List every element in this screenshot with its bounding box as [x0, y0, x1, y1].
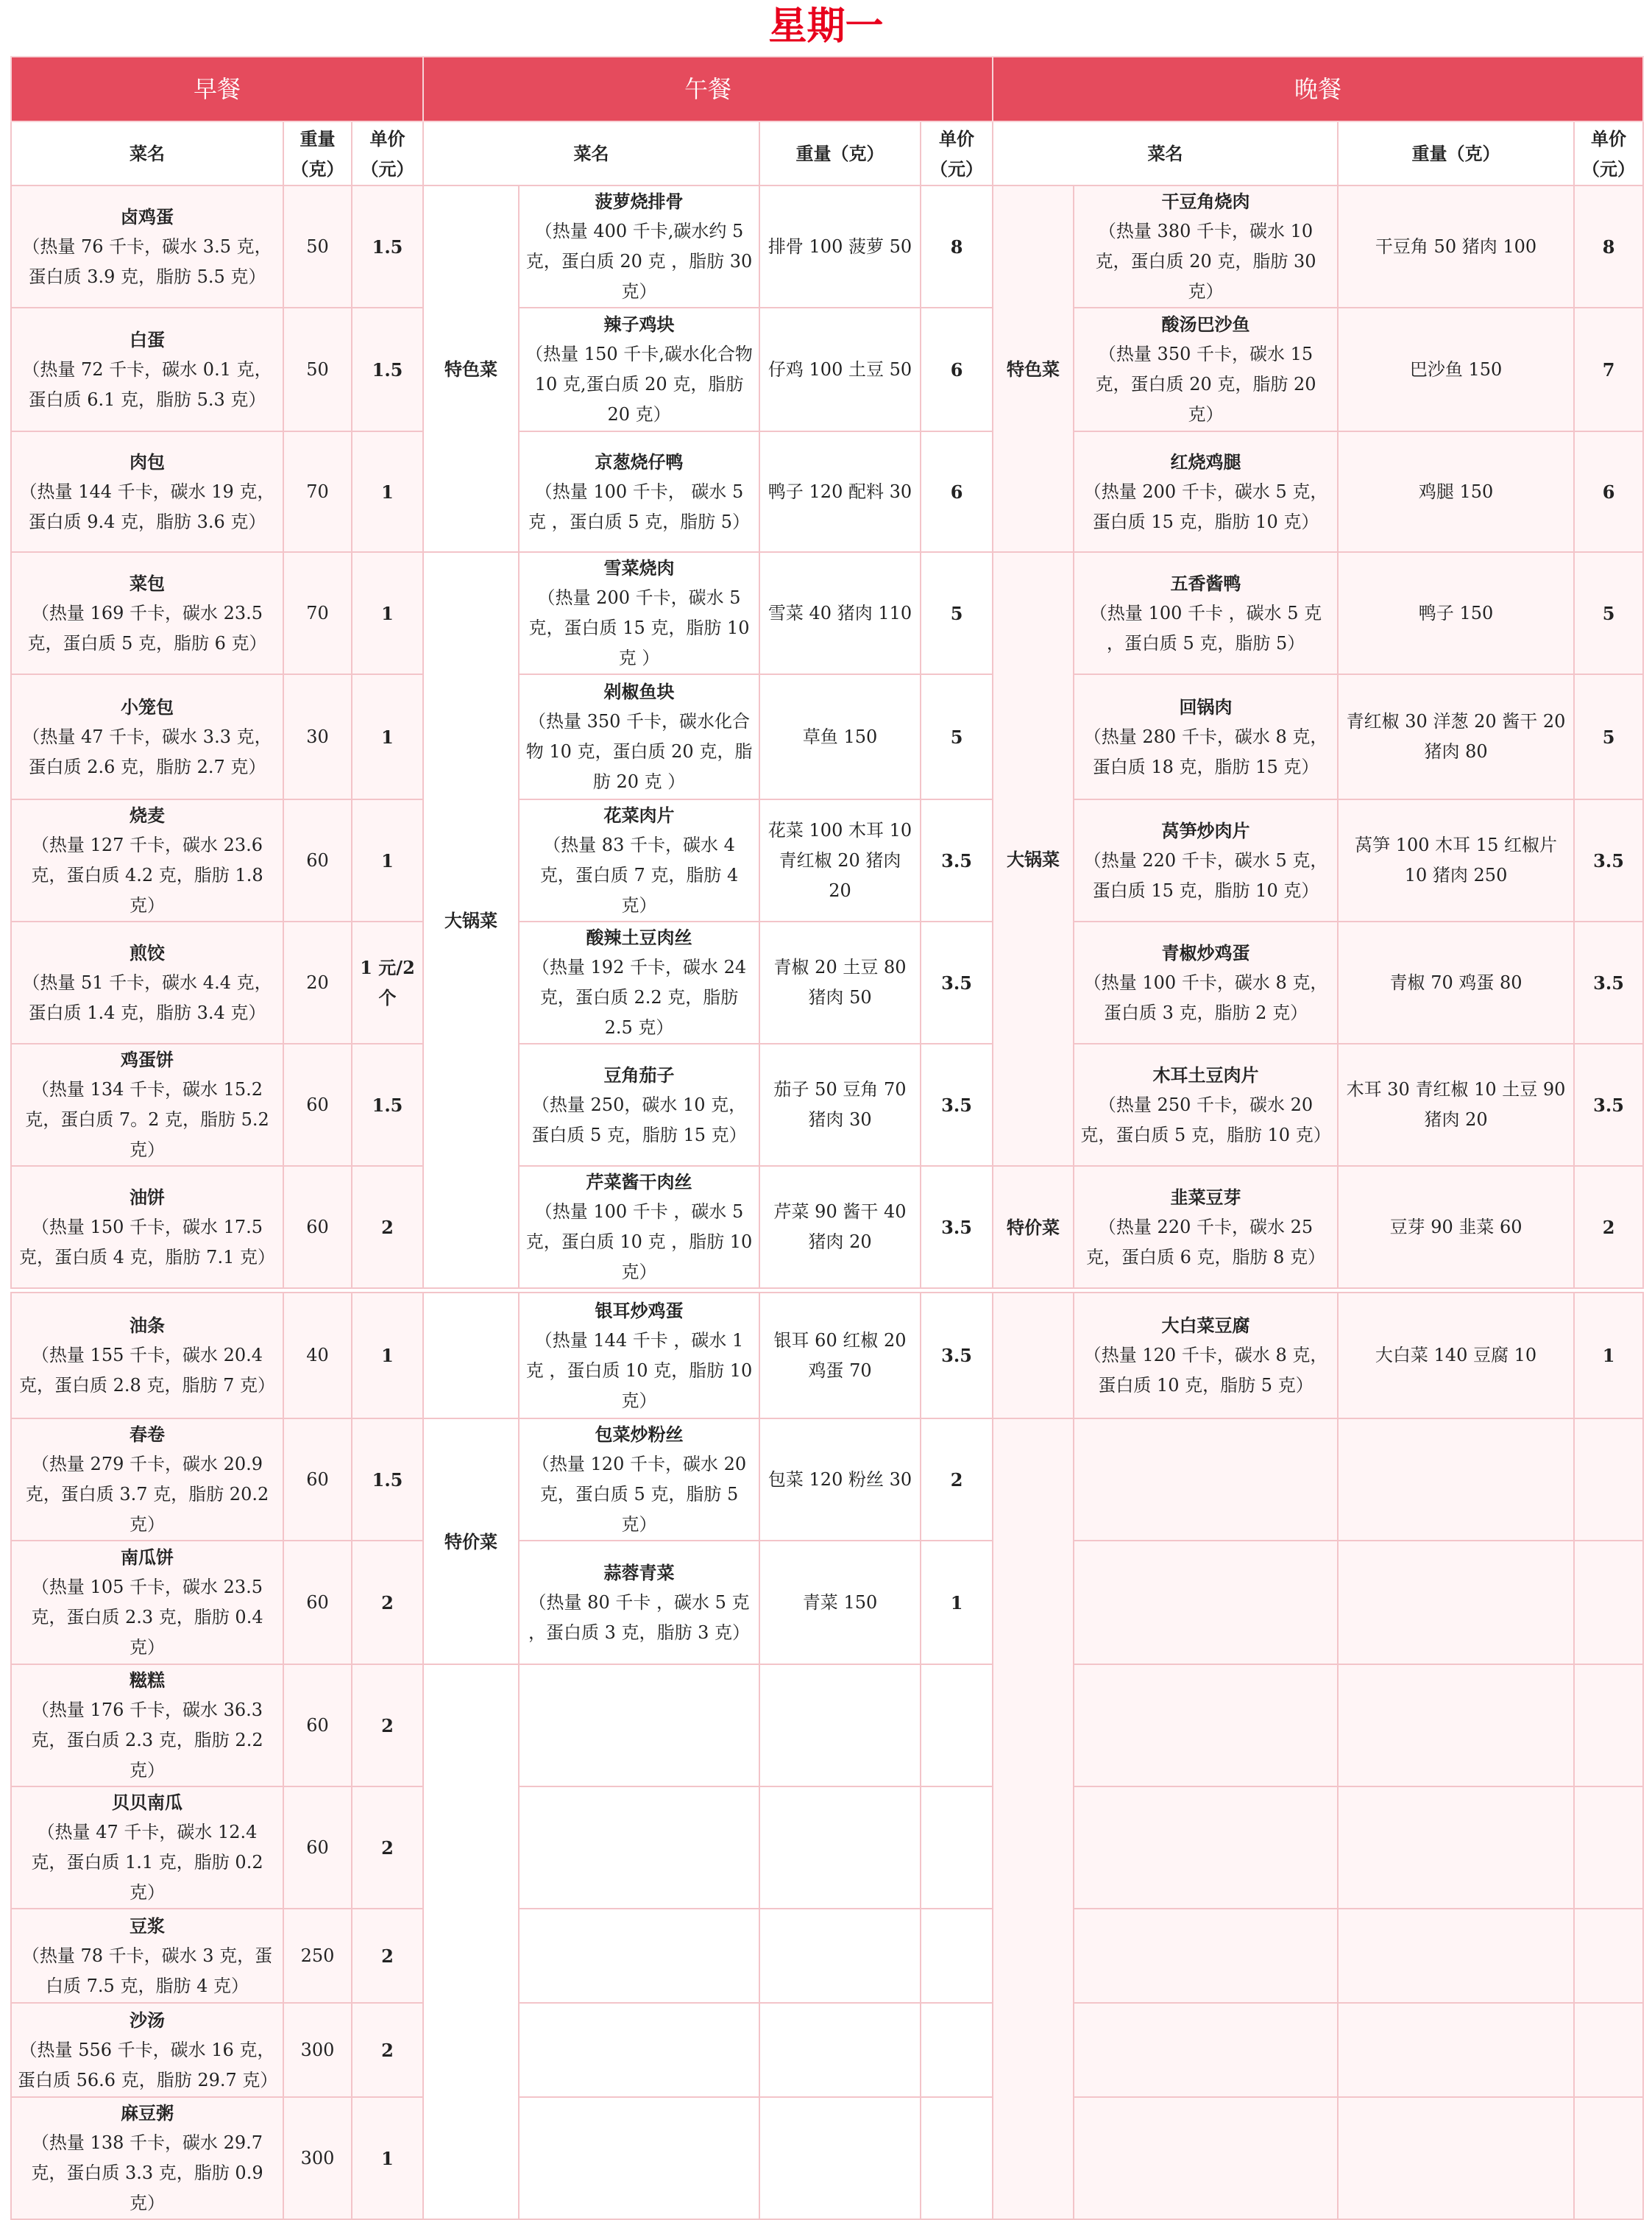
dish-nutrition: （热量 556 千卡，碳水 16 克，蛋白质 56.6 克，脂肪 29.7 克）	[18, 2039, 278, 2090]
dish-name: 辣子鸡块	[603, 314, 675, 335]
dinner-category-cell	[993, 1293, 1074, 1418]
dish-nutrition: （热量 80 千卡 ，碳水 5 克 ，蛋白质 3 克，脂肪 3 克）	[528, 1591, 751, 1643]
table-row	[11, 1044, 1643, 1166]
lunch-price-cell: 6	[921, 308, 993, 431]
table-row	[11, 1166, 1643, 1288]
dish-nutrition: （热量 144 千卡，碳水 19 克，蛋白质 9.4 克，脂肪 3.6 克）	[19, 481, 275, 532]
lunch-price-cell: 1	[921, 1541, 993, 1664]
lunch-weight-cell: 包菜 120 粉丝 30	[759, 1418, 921, 1541]
dinner-weight-cell: 莴笋 100 木耳 15 红椒片 10 猪肉 250	[1338, 799, 1574, 922]
lunch-empty-cell	[921, 1909, 993, 2003]
breakfast-price-cell: 1.5	[352, 1418, 423, 1541]
table-row	[11, 1786, 1643, 1909]
dinner-empty-cell	[1338, 1418, 1574, 1541]
dinner-price-cell: 3.5	[1574, 922, 1643, 1044]
dinner-dish-cell	[1074, 185, 1338, 308]
lunch-price-cell: 6	[921, 431, 993, 552]
lunch-category-cell	[423, 1664, 519, 2219]
dinner-empty-cell	[1338, 1909, 1574, 2003]
dish-nutrition: （热量 100 千卡，碳水 8 克，蛋白质 3 克，脂肪 2 克）	[1083, 972, 1328, 1023]
breakfast-dish-cell	[11, 1418, 283, 1541]
lunch-price-cell: 3.5	[921, 1166, 993, 1288]
breakfast-price-cell: 2	[352, 2003, 423, 2097]
lunch-dish-header: 菜名	[423, 121, 759, 185]
dish-nutrition: （热量 250 千卡，碳水 20 克，蛋白质 5 克，脂肪 10 克）	[1080, 1094, 1331, 1145]
lunch-dish-cell	[519, 674, 759, 799]
lunch-weight-header: 重量（克）	[759, 121, 921, 185]
dish-nutrition: （热量 400 千卡,碳水约 5 克，蛋白质 20 克 ，脂肪 30 克）	[525, 221, 753, 302]
dish-nutrition: （热量 176 千卡，碳水 36.3 克，蛋白质 2.3 克，脂肪 2.2 克）	[31, 1700, 263, 1781]
lunch-weight-cell: 花菜 100 木耳 10 青红椒 20 猪肉 20	[759, 799, 921, 922]
dish-nutrition: （热量 127 千卡，碳水 23.6 克，蛋白质 4.2 克，脂肪 1.8 克）	[31, 835, 263, 916]
breakfast-weight-cell: 60	[283, 1166, 352, 1288]
breakfast-dish-cell	[11, 185, 283, 308]
dish-nutrition: （热量 169 千卡，碳水 23.5 克，蛋白质 5 克，脂肪 6 克）	[27, 602, 267, 654]
dinner-empty-cell	[1574, 1541, 1643, 1664]
dinner-category-cell: 大锅菜	[993, 552, 1074, 1166]
dish-nutrition: （热量 200 千卡，碳水 5 克，蛋白质 15 克，脂肪 10 克 ）	[528, 587, 750, 668]
dish-name: 菜包	[130, 572, 165, 594]
breakfast-dish-cell	[11, 2097, 283, 2219]
breakfast-dish-cell	[11, 1541, 283, 1664]
dish-name: 雪菜烧肉	[603, 557, 675, 579]
breakfast-price-cell: 2	[352, 1664, 423, 1786]
dinner-header: 晚餐	[993, 57, 1643, 121]
dish-name: 肉包	[130, 450, 165, 473]
dinner-price-cell: 2	[1574, 1166, 1643, 1288]
dish-nutrition: （热量 144 千卡 ，碳水 1 克 ，蛋白质 10 克，脂肪 10 克）	[525, 1329, 753, 1411]
dish-name: 剁椒鱼块	[603, 681, 675, 702]
dish-name: 大白菜豆腐	[1161, 1315, 1250, 1336]
lunch-dish-cell	[519, 922, 759, 1044]
breakfast-dish-cell	[11, 922, 283, 1044]
dinner-dish-cell	[1074, 1044, 1338, 1166]
lunch-header: 午餐	[423, 57, 993, 121]
dish-nutrition: （热量 200 千卡，碳水 5 克，蛋白质 15 克，脂肪 10 克）	[1083, 481, 1328, 532]
dinner-dish-cell	[1074, 552, 1338, 674]
dish-name: 春卷	[130, 1424, 165, 1445]
dish-nutrition: （热量 120 千卡，碳水 20 克，蛋白质 5 克，脂肪 5 克）	[531, 1454, 747, 1535]
table-row	[11, 185, 1643, 308]
dinner-price-cell: 3.5	[1574, 1044, 1643, 1166]
dinner-price-cell: 6	[1574, 431, 1643, 552]
dinner-dish-header: 菜名	[993, 121, 1338, 185]
dish-name: 白蛋	[130, 328, 165, 350]
lunch-weight-cell: 雪菜 40 猪肉 110	[759, 552, 921, 674]
dinner-weight-cell: 木耳 30 青红椒 10 土豆 90 猪肉 20	[1338, 1044, 1574, 1166]
dish-nutrition: （热量 105 千卡，碳水 23.5 克，蛋白质 2.3 克，脂肪 0.4 克）	[31, 1577, 263, 1658]
lunch-empty-cell	[759, 2003, 921, 2097]
dish-name: 银耳炒鸡蛋	[595, 1299, 684, 1321]
dish-name: 干豆角烧肉	[1161, 191, 1250, 212]
lunch-empty-cell	[519, 1909, 759, 2003]
lunch-empty-cell	[519, 2003, 759, 2097]
lunch-empty-cell	[921, 1786, 993, 1909]
dinner-empty-cell	[1574, 2003, 1643, 2097]
lunch-dish-cell	[519, 308, 759, 431]
dish-nutrition: （热量 280 千卡，碳水 8 克，蛋白质 18 克，脂肪 15 克）	[1083, 726, 1328, 777]
breakfast-dish-cell	[11, 799, 283, 922]
breakfast-price-header: 单价（元）	[352, 121, 423, 185]
table-row	[11, 552, 1643, 674]
dish-name: 鸡蛋饼	[121, 1049, 174, 1070]
dish-nutrition: （热量 250，碳水 10 克，蛋白质 5 克，脂肪 15 克）	[531, 1094, 747, 1145]
dinner-empty-cell	[1074, 2097, 1338, 2219]
dinner-empty-cell	[1074, 1418, 1338, 1541]
dinner-empty-cell	[1074, 1664, 1338, 1786]
breakfast-dish-cell	[11, 1044, 283, 1166]
lunch-price-cell: 3.5	[921, 799, 993, 922]
menu-body	[11, 57, 1643, 2219]
dish-name: 韭菜豆芽	[1170, 1186, 1241, 1208]
dish-name: 豆浆	[130, 1915, 165, 1937]
dinner-empty-cell	[1338, 1664, 1574, 1786]
breakfast-price-cell: 1.5	[352, 308, 423, 431]
lunch-empty-cell	[921, 2003, 993, 2097]
dish-name: 青椒炒鸡蛋	[1161, 941, 1250, 964]
lunch-empty-cell	[519, 1786, 759, 1909]
breakfast-dish-header: 菜名	[11, 121, 283, 185]
dish-nutrition: （热量 100 千卡， 碳水 5 克 ，蛋白质 5 克，脂肪 5）	[528, 481, 751, 532]
dish-nutrition: （热量 51 千卡，碳水 4.4 克，蛋白质 1.4 克，脂肪 3.4 克）	[22, 972, 272, 1023]
dinner-empty-cell	[1338, 2097, 1574, 2219]
lunch-price-cell: 3.5	[921, 922, 993, 1044]
dish-nutrition: （热量 47 千卡，碳水 12.4 克，蛋白质 1.1 克，脂肪 0.2 克）	[31, 1822, 263, 1903]
breakfast-dish-cell	[11, 1664, 283, 1786]
lunch-empty-cell	[921, 1664, 993, 1786]
dinner-category-cell: 特色菜	[993, 185, 1074, 552]
lunch-dish-cell	[519, 799, 759, 922]
dinner-weight-cell: 豆芽 90 韭菜 60	[1338, 1166, 1574, 1288]
dinner-empty-cell	[1074, 1786, 1338, 1909]
lunch-category-cell: 特价菜	[423, 1418, 519, 1664]
breakfast-price-cell: 2	[352, 1786, 423, 1909]
lunch-price-cell: 5	[921, 552, 993, 674]
menu-table	[10, 56, 1644, 2220]
dish-name: 京葱烧仔鸭	[595, 450, 684, 473]
dish-nutrition: （热量 192 千卡，碳水 24 克，蛋白质 2.2 克，脂肪 2.5 克）	[531, 957, 747, 1038]
dish-name: 菠萝烧排骨	[595, 191, 684, 212]
dish-nutrition: （热量 220 千卡，碳水 25 克，蛋白质 6 克，脂肪 8 克）	[1086, 1216, 1326, 1268]
lunch-weight-cell: 仔鸡 100 土豆 50	[759, 308, 921, 431]
lunch-price-cell: 5	[921, 674, 993, 799]
dish-name: 麻豆粥	[121, 2102, 174, 2124]
dinner-empty-cell	[1074, 2003, 1338, 2097]
dinner-price-cell: 5	[1574, 674, 1643, 799]
dish-nutrition: （热量 350 千卡，碳水化合物 10 克，蛋白质 20 克，脂肪 20 克 ）	[525, 711, 753, 792]
dinner-empty-cell	[1338, 2003, 1574, 2097]
dish-nutrition: （热量 380 千卡，碳水 10 克，蛋白质 20 克，脂肪 30 克）	[1095, 221, 1316, 302]
breakfast-dish-cell	[11, 308, 283, 431]
breakfast-weight-cell: 70	[283, 431, 352, 552]
dinner-empty-cell	[1338, 1786, 1574, 1909]
breakfast-price-cell: 2	[352, 1541, 423, 1664]
breakfast-price-cell: 2	[352, 1909, 423, 2003]
dinner-price-cell: 8	[1574, 185, 1643, 308]
lunch-dish-cell	[519, 431, 759, 552]
dish-name: 煎饺	[130, 941, 165, 964]
breakfast-dish-cell	[11, 1293, 283, 1418]
table-row	[11, 799, 1643, 922]
lunch-weight-cell: 银耳 60 红椒 20 鸡蛋 70	[759, 1293, 921, 1418]
breakfast-weight-cell: 300	[283, 2003, 352, 2097]
dish-nutrition: （热量 100 千卡 ，碳水 5 克 ，蛋白质 5 克，脂肪 5）	[1089, 602, 1322, 654]
breakfast-price-cell: 1 元/2 个	[352, 922, 423, 1044]
lunch-weight-cell: 芹菜 90 酱干 40 猪肉 20	[759, 1166, 921, 1288]
breakfast-weight-cell: 40	[283, 1293, 352, 1418]
breakfast-price-cell: 1	[352, 2097, 423, 2219]
dinner-empty-cell	[1338, 1541, 1574, 1664]
lunch-weight-cell: 青椒 20 土豆 80 猪肉 50	[759, 922, 921, 1044]
table-row	[11, 674, 1643, 799]
breakfast-weight-cell: 60	[283, 1418, 352, 1541]
lunch-price-cell: 8	[921, 185, 993, 308]
dinner-empty-cell	[1574, 1664, 1643, 1786]
dinner-empty-cell	[1074, 1541, 1338, 1664]
breakfast-weight-cell: 60	[283, 1044, 352, 1166]
table-row	[11, 2097, 1643, 2219]
dish-name: 糍糕	[130, 1669, 165, 1691]
table-row	[11, 922, 1643, 1044]
lunch-dish-cell	[519, 1044, 759, 1166]
breakfast-price-cell: 1	[352, 431, 423, 552]
dish-nutrition: （热量 279 千卡，碳水 20.9 克，蛋白质 3.7 克，脂肪 20.2 克）	[25, 1454, 269, 1535]
lunch-empty-cell	[759, 1664, 921, 1786]
dinner-category-cell	[993, 1418, 1074, 2219]
dinner-dish-cell	[1074, 674, 1338, 799]
table-row	[11, 308, 1643, 431]
lunch-category-cell: 大锅菜	[423, 552, 519, 1288]
lunch-dish-cell	[519, 185, 759, 308]
breakfast-price-cell: 1	[352, 799, 423, 922]
lunch-weight-cell: 茄子 50 豆角 70 猪肉 30	[759, 1044, 921, 1166]
table-row	[11, 1541, 1643, 1664]
lunch-dish-cell	[519, 1166, 759, 1288]
table-row	[11, 2003, 1643, 2097]
dinner-dish-cell	[1074, 922, 1338, 1044]
dinner-weight-cell: 大白菜 140 豆腐 10	[1338, 1293, 1574, 1418]
dish-name: 花菜肉片	[603, 805, 675, 826]
lunch-empty-cell	[759, 2097, 921, 2219]
dinner-weight-cell: 巴沙鱼 150	[1338, 308, 1574, 431]
dish-name: 蒜蓉青菜	[603, 1561, 675, 1583]
lunch-price-cell: 3.5	[921, 1044, 993, 1166]
dinner-empty-cell	[1574, 1786, 1643, 1909]
breakfast-dish-cell	[11, 1166, 283, 1288]
breakfast-price-cell: 1	[352, 1293, 423, 1418]
dinner-weight-cell: 鸡腿 150	[1338, 431, 1574, 552]
dinner-weight-cell: 鸭子 150	[1338, 552, 1574, 674]
dish-nutrition: （热量 47 千卡，碳水 3.3 克，蛋白质 2.6 克，脂肪 2.7 克）	[22, 726, 272, 777]
breakfast-weight-cell: 60	[283, 1786, 352, 1909]
dish-name: 烧麦	[130, 805, 165, 826]
page-title: 星期一	[768, 4, 884, 49]
dish-name: 回锅肉	[1179, 696, 1233, 718]
breakfast-weight-cell: 50	[283, 308, 352, 431]
table-row	[11, 431, 1643, 552]
dish-nutrition: （热量 350 千卡，碳水 15 克，蛋白质 20 克，脂肪 20 克）	[1095, 344, 1316, 425]
breakfast-weight-cell: 20	[283, 922, 352, 1044]
dish-name: 卤鸡蛋	[121, 205, 174, 227]
lunch-category-cell	[423, 1293, 519, 1418]
dish-name: 酸辣土豆肉丝	[586, 927, 692, 948]
breakfast-weight-header: 重量（克）	[283, 121, 352, 185]
table-row	[11, 1293, 1643, 1418]
lunch-dish-cell	[519, 552, 759, 674]
lunch-empty-cell	[921, 2097, 993, 2219]
lunch-price-header: 单价（元）	[921, 121, 993, 185]
meal-header-row	[11, 57, 1643, 121]
lunch-dish-cell	[519, 1541, 759, 1664]
dinner-category-cell: 特价菜	[993, 1166, 1074, 1288]
dish-nutrition: （热量 120 千卡，碳水 8 克，蛋白质 10 克，脂肪 5 克）	[1083, 1345, 1328, 1396]
table-row	[11, 1664, 1643, 1786]
breakfast-dish-cell	[11, 1909, 283, 2003]
lunch-empty-cell	[519, 2097, 759, 2219]
dinner-price-header: 单价（元）	[1574, 121, 1643, 185]
dish-name: 木耳土豆肉片	[1152, 1064, 1259, 1086]
dinner-price-cell: 7	[1574, 308, 1643, 431]
dish-nutrition: （热量 83 千卡，碳水 4 克，蛋白质 7 克，脂肪 4 克）	[539, 835, 739, 916]
dish-nutrition: （热量 155 千卡，碳水 20.4 克，蛋白质 2.8 克，脂肪 7 克）	[19, 1345, 275, 1396]
lunch-weight-cell: 鸭子 120 配料 30	[759, 431, 921, 552]
dinner-dish-cell	[1074, 431, 1338, 552]
table-row	[11, 1909, 1643, 2003]
table-row	[11, 1418, 1643, 1541]
dinner-dish-cell	[1074, 799, 1338, 922]
dinner-empty-cell	[1574, 1909, 1643, 2003]
dinner-weight-cell: 青椒 70 鸡蛋 80	[1338, 922, 1574, 1044]
lunch-empty-cell	[759, 1909, 921, 2003]
dinner-empty-cell	[1074, 1909, 1338, 2003]
dinner-price-cell: 3.5	[1574, 799, 1643, 922]
dinner-weight-cell: 青红椒 30 洋葱 20 酱干 20 猪肉 80	[1338, 674, 1574, 799]
breakfast-weight-cell: 70	[283, 552, 352, 674]
breakfast-weight-cell: 60	[283, 1541, 352, 1664]
dish-name: 沙汤	[130, 2009, 165, 2031]
lunch-price-cell: 3.5	[921, 1293, 993, 1418]
lunch-dish-cell	[519, 1293, 759, 1418]
lunch-empty-cell	[759, 1786, 921, 1909]
lunch-weight-cell: 青菜 150	[759, 1541, 921, 1664]
dish-name: 油条	[130, 1315, 165, 1336]
dish-nutrition: （热量 76 千卡，碳水 3.5 克，蛋白质 3.9 克，脂肪 5.5 克）	[22, 236, 272, 287]
dish-name: 小笼包	[121, 696, 174, 718]
lunch-dish-cell	[519, 1418, 759, 1541]
breakfast-dish-cell	[11, 1786, 283, 1909]
breakfast-price-cell: 2	[352, 1166, 423, 1288]
dish-nutrition: （热量 150 千卡，碳水 17.5 克，蛋白质 4 克，脂肪 7.1 克）	[19, 1216, 275, 1268]
breakfast-header: 早餐	[11, 57, 423, 121]
dish-nutrition: （热量 150 千卡,碳水化合物 10 克,蛋白质 20 克，脂肪 20 克）	[525, 344, 753, 425]
dish-name: 芹菜酱干肉丝	[586, 1171, 692, 1192]
dish-nutrition: （热量 220 千卡，碳水 5 克，蛋白质 15 克，脂肪 10 克）	[1083, 849, 1328, 901]
breakfast-weight-cell: 60	[283, 1664, 352, 1786]
breakfast-dish-cell	[11, 674, 283, 799]
dish-nutrition: （热量 100 千卡 ，碳水 5 克，蛋白质 10 克 ，脂肪 10 克）	[525, 1201, 753, 1282]
dish-nutrition: （热量 138 千卡，碳水 29.7 克，蛋白质 3.3 克，脂肪 0.9 克）	[31, 2132, 263, 2213]
lunch-weight-cell: 草鱼 150	[759, 674, 921, 799]
breakfast-weight-cell: 50	[283, 185, 352, 308]
dish-name: 红烧鸡腿	[1170, 450, 1241, 473]
dinner-price-cell: 1	[1574, 1293, 1643, 1418]
dinner-weight-header: 重量（克）	[1338, 121, 1574, 185]
breakfast-weight-cell: 250	[283, 1909, 352, 2003]
dinner-weight-cell: 干豆角 50 猪肉 100	[1338, 185, 1574, 308]
breakfast-dish-cell	[11, 431, 283, 552]
dinner-empty-cell	[1574, 1418, 1643, 1541]
dish-name: 贝贝南瓜	[112, 1792, 182, 1813]
breakfast-weight-cell: 30	[283, 674, 352, 799]
dish-nutrition: （热量 72 千卡，碳水 0.1 克，蛋白质 6.1 克，脂肪 5.3 克）	[22, 358, 272, 410]
dinner-empty-cell	[1574, 2097, 1643, 2219]
dish-name: 五香酱鸭	[1170, 572, 1241, 594]
dish-nutrition: （热量 134 千卡，碳水 15.2 克，蛋白质 7。2 克，脂肪 5.2 克）	[25, 1079, 269, 1160]
breakfast-price-cell: 1.5	[352, 1044, 423, 1166]
breakfast-dish-cell	[11, 552, 283, 674]
dish-name: 油饼	[130, 1186, 165, 1208]
dish-nutrition: （热量 78 千卡，碳水 3 克，蛋白质 7.5 克，脂肪 4 克）	[21, 1945, 273, 1996]
breakfast-weight-cell: 60	[283, 799, 352, 922]
lunch-price-cell: 2	[921, 1418, 993, 1541]
breakfast-weight-cell: 300	[283, 2097, 352, 2219]
dinner-price-cell: 5	[1574, 552, 1643, 674]
dinner-dish-cell	[1074, 1166, 1338, 1288]
breakfast-price-cell: 1.5	[352, 185, 423, 308]
dish-name: 南瓜饼	[121, 1546, 174, 1568]
breakfast-price-cell: 1	[352, 552, 423, 674]
breakfast-price-cell: 1	[352, 674, 423, 799]
dish-name: 莴笋炒肉片	[1161, 819, 1250, 841]
lunch-weight-cell: 排骨 100 菠萝 50	[759, 185, 921, 308]
column-header-row	[11, 121, 1643, 185]
dish-name: 酸汤巴沙鱼	[1161, 314, 1250, 335]
dish-name: 豆角茄子	[603, 1064, 675, 1086]
dinner-dish-cell	[1074, 1293, 1338, 1418]
lunch-empty-cell	[519, 1664, 759, 1786]
dinner-dish-cell	[1074, 308, 1338, 431]
dish-name: 包菜炒粉丝	[595, 1424, 684, 1445]
breakfast-dish-cell	[11, 2003, 283, 2097]
lunch-category-cell: 特色菜	[423, 185, 519, 552]
